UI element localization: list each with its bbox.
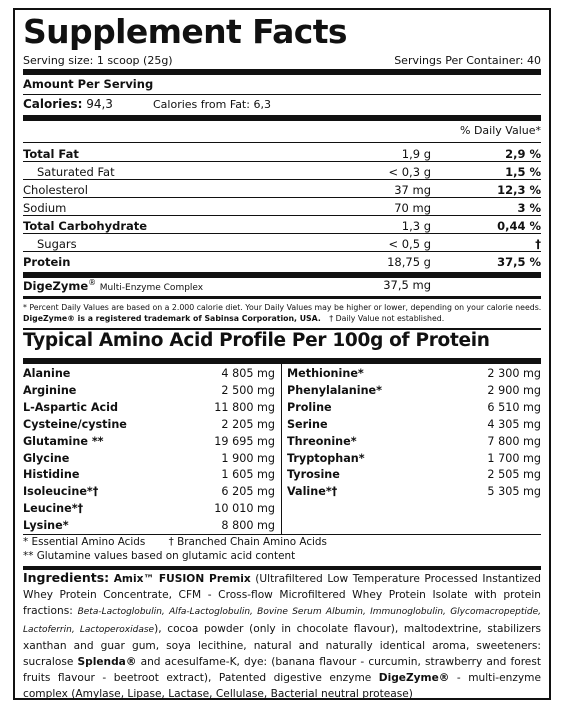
trademark-text: DigeZyme® is a registered trademark of Sabinsa Corporation, USA. bbox=[23, 314, 321, 323]
amino-acid-value: 1 900 mg bbox=[221, 451, 275, 465]
amino-acid-name: Serine bbox=[287, 417, 328, 431]
amino-acid-name: Lysine* bbox=[23, 519, 69, 533]
digezyme-amount: 37,5 mg bbox=[383, 278, 431, 292]
amino-acid-name: Cysteine/cystine bbox=[23, 417, 127, 431]
divider bbox=[23, 215, 541, 216]
digezyme-ingredient: DigeZyme® bbox=[378, 672, 450, 685]
supplement-facts-panel bbox=[13, 8, 551, 700]
calories-label: Calories: bbox=[23, 97, 83, 111]
column-divider bbox=[281, 364, 282, 534]
digezyme-name: DigeZyme bbox=[23, 278, 89, 293]
nutrient-amount: < 0,5 g bbox=[388, 237, 431, 251]
amino-acid-name: Leucine*† bbox=[23, 502, 84, 516]
divider-thick bbox=[23, 115, 541, 121]
bcaa-note: † Branched Chain Amino Acids bbox=[168, 536, 327, 548]
amino-acid-value: 6 205 mg bbox=[221, 485, 275, 499]
digezyme-desc: Multi-Enzyme Complex bbox=[99, 282, 204, 293]
nutrient-daily-value: 2,9 % bbox=[505, 147, 541, 161]
ingredients-text-1: (Ultrafiltered Low Temperature Processed Instantized Whey Protein Concentrate, CFM - Cross-flow Microfiltered Whey Protein Isolate with protein fractions: bbox=[23, 573, 541, 618]
amino-acid-name: Phenylalanine* bbox=[287, 383, 382, 397]
calories-value: 94,3 bbox=[86, 97, 113, 111]
amino-acid-name: L-Aspartic Acid bbox=[23, 400, 119, 414]
amino-acid-value: 8 800 mg bbox=[221, 519, 275, 533]
amino-acid-value: 4 305 mg bbox=[487, 417, 541, 431]
divider-thick bbox=[23, 358, 541, 364]
serving-size: Serving size: 1 scoop (25g) bbox=[23, 54, 173, 67]
amino-acid-value: 11 800 mg bbox=[214, 400, 275, 414]
calories-row bbox=[23, 97, 113, 111]
footnote-trademark bbox=[23, 314, 444, 323]
nutrient-daily-value: 12,3 % bbox=[497, 183, 541, 197]
divider bbox=[23, 251, 541, 252]
dagger-note: † Daily Value not established. bbox=[329, 314, 445, 323]
amino-acid-value: 5 305 mg bbox=[487, 485, 541, 499]
amino-acid-name: Isoleucine*† bbox=[23, 485, 99, 499]
nutrient-name: Protein bbox=[23, 255, 71, 269]
amount-per-serving: Amount Per Serving bbox=[23, 77, 154, 91]
glutamine-note: ** Glutamine values based on glutamic acid content bbox=[23, 550, 296, 562]
ingredients-text-4: - multi-enzyme complex (Amylase, Lipase, Lactase, Cellulase, Bacterial neutral protease) bbox=[23, 672, 541, 701]
divider bbox=[23, 179, 541, 180]
divider bbox=[23, 161, 541, 162]
amino-title: Typical Amino Acid Profile Per 100g of Protein bbox=[23, 330, 490, 351]
amino-acid-value: 19 695 mg bbox=[214, 434, 275, 448]
daily-value-header: % Daily Value* bbox=[460, 124, 541, 137]
essential-note bbox=[23, 536, 327, 548]
divider bbox=[23, 142, 541, 143]
amino-acid-name: Valine*† bbox=[287, 485, 338, 499]
amino-acid-value: 1 605 mg bbox=[221, 468, 275, 482]
nutrient-amount: < 0,3 g bbox=[388, 165, 431, 179]
divider-thick bbox=[23, 296, 541, 299]
amino-acid-value: 1 700 mg bbox=[487, 451, 541, 465]
nutrient-name: Saturated Fat bbox=[37, 165, 115, 179]
divider bbox=[23, 94, 541, 95]
amino-acid-value: 2 900 mg bbox=[487, 383, 541, 397]
nutrient-name: Total Carbohydrate bbox=[23, 219, 148, 233]
panel-title: Supplement Facts bbox=[23, 12, 347, 51]
nutrient-name: Sodium bbox=[23, 201, 67, 215]
nutrient-daily-value: 3 % bbox=[517, 201, 541, 215]
amino-acid-value: 2 205 mg bbox=[221, 417, 275, 431]
amino-acid-name: Proline bbox=[287, 400, 332, 414]
nutrient-amount: 70 mg bbox=[394, 201, 431, 215]
digezyme-row bbox=[23, 278, 203, 293]
calories-from-fat: Calories from Fat: 6,3 bbox=[153, 98, 271, 111]
amino-acid-value: 10 010 mg bbox=[214, 502, 275, 516]
nutrient-daily-value: 1,5 % bbox=[505, 165, 541, 179]
ingredients-block bbox=[23, 570, 541, 703]
servings-per-container: Servings Per Container: 40 bbox=[394, 54, 541, 67]
nutrient-daily-value: † bbox=[535, 237, 541, 251]
amino-acid-value: 2 505 mg bbox=[487, 468, 541, 482]
nutrient-amount: 1,3 g bbox=[401, 219, 431, 233]
nutrient-daily-value: 0,44 % bbox=[497, 219, 541, 233]
protein-fractions: Beta-Lactoglobulin, Alfa-Lactoglobulin, Bovine Serum Albumin, Immunoglobulin, Glycomacropeptide, Lactoferrin, Lactoperoxidase bbox=[23, 607, 541, 635]
nutrient-name: Total Fat bbox=[23, 147, 79, 161]
divider bbox=[23, 197, 541, 198]
amino-acid-name: Tryptophan* bbox=[287, 451, 365, 465]
amino-acid-name: Methionine* bbox=[287, 367, 364, 380]
amino-acid-value: 4 805 mg bbox=[221, 367, 275, 380]
amino-acid-name: Alanine bbox=[23, 367, 71, 380]
amino-acid-name: Threonine* bbox=[287, 434, 357, 448]
divider bbox=[23, 534, 541, 535]
divider bbox=[23, 233, 541, 234]
amino-acid-name: Arginine bbox=[23, 383, 77, 397]
nutrient-name: Sugars bbox=[37, 237, 77, 251]
splenda-name: Splenda® bbox=[77, 656, 137, 669]
amino-acid-value: 2 300 mg bbox=[487, 367, 541, 380]
premix-name: Amix™ FUSION Premix bbox=[113, 573, 251, 585]
amino-acid-value: 7 800 mg bbox=[487, 434, 541, 448]
nutrient-amount: 37 mg bbox=[394, 183, 431, 197]
registered-mark: ® bbox=[88, 278, 97, 287]
amino-acid-name: Glycine bbox=[23, 451, 70, 465]
footnote-daily-values: * Percent Daily Values are based on a 2.000 calorie diet. Your Daily Values may be higher or lower, depending on your calorie needs. bbox=[23, 303, 542, 312]
ingredients-text-2: ), cocoa powder (only in chocolate flavour), maltodextrine, stabilizers xanthan and guar gum, soya lecithine, natural and naturally identical aroma, sweeteners: sucralose bbox=[23, 622, 541, 669]
amino-acid-value: 6 510 mg bbox=[487, 400, 541, 414]
nutrient-name: Cholesterol bbox=[23, 183, 88, 197]
ingredients-label: Ingredients: bbox=[23, 570, 110, 585]
divider-thick bbox=[23, 69, 541, 75]
nutrient-daily-value: 37,5 % bbox=[497, 255, 541, 269]
nutrient-amount: 1,9 g bbox=[401, 147, 431, 161]
amino-acid-value: 2 500 mg bbox=[221, 383, 275, 397]
amino-acid-name: Histidine bbox=[23, 468, 80, 482]
nutrient-amount: 18,75 g bbox=[387, 255, 431, 269]
amino-acid-name: Tyrosine bbox=[287, 468, 340, 482]
essential-amino-note: * Essential Amino Acids bbox=[23, 536, 146, 548]
ingredients-text-3: and acesulfame-K, dye: (banana flavour - curcumin, strawberry and forest fruits flavour - beetroot extract), Patented digestive enzyme bbox=[23, 656, 542, 685]
amino-acid-name: Glutamine ** bbox=[23, 434, 104, 448]
